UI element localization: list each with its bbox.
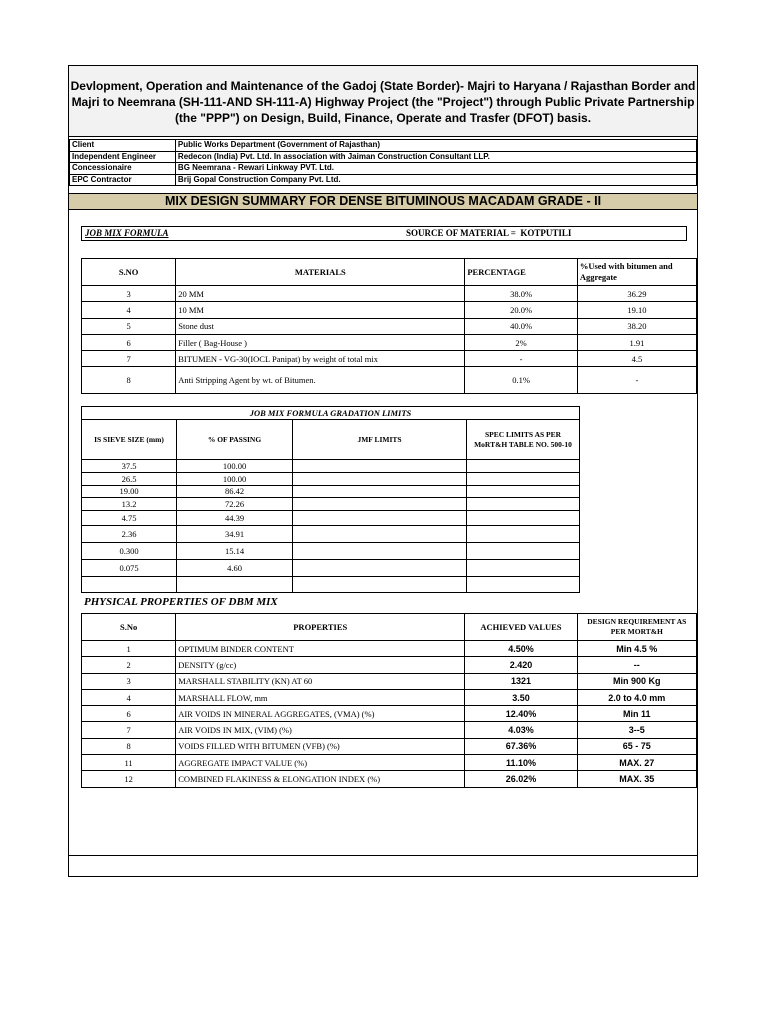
row-jmf (293, 543, 467, 560)
header-line-2: Majri to Neemrana (SH-111-AND SH-111-A) Highway Project (the "Project") through Public Private Partnership (71, 95, 695, 109)
gradation-header-row (82, 420, 580, 460)
info-value: Brij Gopal Construction Company Pvt. Ltd. (175, 174, 696, 186)
materials-header-row (82, 259, 697, 286)
row-achieved: 67.36% (465, 738, 577, 754)
row-sno: 5 (82, 318, 176, 334)
table-row (82, 498, 580, 511)
row-requirement: -- (577, 657, 696, 673)
row-percentage: 38.0% (465, 286, 577, 302)
row-achieved: 2.420 (465, 657, 577, 673)
row-sno: 7 (82, 722, 176, 738)
row-sno: 6 (82, 334, 176, 350)
row-sieve: 13.2 (82, 498, 177, 511)
footer-divider (69, 855, 697, 856)
table-row (82, 771, 697, 787)
row-sno: 8 (82, 367, 176, 394)
row-property: AGGREGATE IMPACT VALUE (%) (176, 755, 465, 771)
source-of-material (406, 227, 571, 240)
info-label: EPC Contractor (70, 174, 176, 186)
info-row (70, 163, 697, 175)
row-material: Anti Stripping Agent by wt. of Bitumen. (176, 367, 465, 394)
row-percentage: 40.0% (465, 318, 577, 334)
project-header (69, 66, 697, 137)
table-row (82, 641, 697, 657)
row-achieved: 4.50% (465, 641, 577, 657)
physical-header-row (82, 614, 697, 641)
row-passing: 44.39 (177, 511, 293, 526)
row-spec (467, 526, 580, 543)
info-value: BG Neemrana - Rewari Linkway PVT. Ltd. (175, 163, 696, 175)
physical-properties-title: PHYSICAL PROPERTIES OF DBM MIX (84, 596, 278, 608)
row-spec (467, 460, 580, 473)
table-row (82, 460, 580, 473)
table-row (82, 560, 580, 577)
table-row (82, 334, 697, 350)
source-label: SOURCE OF MATERIAL = (406, 228, 516, 238)
row-requirement: 2.0 to 4.0 mm (577, 689, 696, 705)
row-passing: 86.42 (177, 485, 293, 498)
project-info-table (69, 139, 697, 186)
row-passing: 72.26 (177, 498, 293, 511)
row-jmf (293, 460, 467, 473)
table-row (82, 511, 580, 526)
gradation-title: JOB MIX FORMULA GRADATION LIMITS (82, 407, 580, 420)
row-sno: 7 (82, 351, 176, 367)
table-row (82, 485, 580, 498)
row-sno: 4 (82, 302, 176, 318)
table-row (82, 738, 697, 754)
row-requirement: MAX. 35 (577, 771, 696, 787)
row-material: 10 MM (176, 302, 465, 318)
row-achieved: 12.40% (465, 706, 577, 722)
row-percentage: 20.0% (465, 302, 577, 318)
table-row (82, 318, 697, 334)
row-spec (467, 543, 580, 560)
row-requirement: 3--5 (577, 722, 696, 738)
row-sno: 11 (82, 755, 176, 771)
row-used: 1.91 (577, 334, 696, 350)
row-passing: 4.60 (177, 560, 293, 577)
row-material: Stone dust (176, 318, 465, 334)
row-used: - (577, 367, 696, 394)
row-sieve: 19.00 (82, 485, 177, 498)
row-achieved: 1321 (465, 673, 577, 689)
row-sieve: 0.075 (82, 560, 177, 577)
table-row (82, 351, 697, 367)
row-property: AIR VOIDS IN MINERAL AGGREGATES, (VMA) (%) (176, 706, 465, 722)
table-row (82, 673, 697, 689)
col-jmf-limits: JMF LIMITS (293, 420, 467, 460)
row-spec (467, 560, 580, 577)
row-spec (467, 511, 580, 526)
col-sno: S.No (82, 614, 176, 641)
row-property: MARSHALL STABILITY (KN) AT 60 (176, 673, 465, 689)
row-requirement: 65 - 75 (577, 738, 696, 754)
row-percentage: 0.1% (465, 367, 577, 394)
row-material: 20 MM (176, 286, 465, 302)
row-sieve: 26.5 (82, 472, 177, 485)
table-row-empty (82, 577, 580, 593)
table-row (82, 689, 697, 705)
row-sno: 1 (82, 641, 176, 657)
row-used: 4.5 (577, 351, 696, 367)
row-sno: 3 (82, 286, 176, 302)
physical-properties-table (81, 613, 697, 788)
row-percentage: - (465, 351, 577, 367)
row-requirement: Min 900 Kg (577, 673, 696, 689)
row-sno: 8 (82, 738, 176, 754)
row-sieve: 0.300 (82, 543, 177, 560)
row-jmf (293, 511, 467, 526)
header-line-3: (the "PPP") on Design, Build, Finance, Operate and Trasfer (DFOT) basis. (174, 111, 592, 125)
info-row (70, 174, 697, 186)
row-sno: 2 (82, 657, 176, 673)
row-percentage: 2% (465, 334, 577, 350)
info-row (70, 140, 697, 152)
table-row (82, 286, 697, 302)
row-requirement: Min 4.5 % (577, 641, 696, 657)
row-jmf (293, 560, 467, 577)
info-value: Redecon (India) Pvt. Ltd. In association with Jaiman Construction Consultant LLP. (175, 151, 696, 163)
info-row (70, 151, 697, 163)
row-requirement: MAX. 27 (577, 755, 696, 771)
table-row (82, 755, 697, 771)
row-used: 36.29 (577, 286, 696, 302)
document-sheet (68, 65, 698, 877)
col-achieved: ACHIEVED VALUES (465, 614, 577, 641)
row-sno: 3 (82, 673, 176, 689)
source-value: KOTPUTILI (520, 228, 572, 238)
table-row (82, 657, 697, 673)
col-used: %Used with bitumen and Aggregate (577, 259, 696, 286)
row-property: VOIDS FILLED WITH BITUMEN (VFB) (%) (176, 738, 465, 754)
row-jmf (293, 485, 467, 498)
row-property: DENSITY (g/cc) (176, 657, 465, 673)
row-used: 19.10 (577, 302, 696, 318)
row-sno: 12 (82, 771, 176, 787)
col-properties: PROPERTIES (176, 614, 465, 641)
row-jmf (293, 472, 467, 485)
row-used: 38.20 (577, 318, 696, 334)
col-spec-limits: SPEC LIMITS AS PER MoRT&H TABLE NO. 500-10 (467, 420, 580, 460)
col-materials: MATERIALS (176, 259, 465, 286)
row-achieved: 3.50 (465, 689, 577, 705)
row-sno: 4 (82, 689, 176, 705)
info-value: Public Works Department (Government of Rajasthan) (175, 140, 696, 152)
row-material: Filler ( Bag-House ) (176, 334, 465, 350)
col-percentage: PERCENTAGE (465, 259, 577, 286)
gradation-limits-table (81, 406, 580, 593)
mix-design-banner: MIX DESIGN SUMMARY FOR DENSE BITUMINOUS MACADAM GRADE - II (69, 193, 697, 210)
row-achieved: 11.10% (465, 755, 577, 771)
table-row (82, 302, 697, 318)
table-row (82, 543, 580, 560)
row-spec (467, 485, 580, 498)
materials-table (81, 258, 697, 394)
col-sieve-size: IS SIEVE SIZE (mm) (82, 420, 177, 460)
row-property: AIR VOIDS IN MIX, (VIM) (%) (176, 722, 465, 738)
table-row (82, 472, 580, 485)
table-row (82, 367, 697, 394)
col-passing: % OF PASSING (177, 420, 293, 460)
row-sieve: 2.36 (82, 526, 177, 543)
info-label: Client (70, 140, 176, 152)
row-sieve: 4.75 (82, 511, 177, 526)
gradation-title-row (82, 407, 580, 420)
table-row (82, 722, 697, 738)
info-label: Concessionaire (70, 163, 176, 175)
col-sno: S.NO (82, 259, 176, 286)
header-line-1: Devlopment, Operation and Maintenance of the Gadoj (State Border)- Majri to Haryana / Rajasthan Border and (70, 79, 696, 93)
row-material: BITUMEN - VG-30(IOCL Panipat) by weight of total mix (176, 351, 465, 367)
job-mix-formula-bar (81, 226, 687, 241)
row-jmf (293, 498, 467, 511)
row-achieved: 4.03% (465, 722, 577, 738)
table-row (82, 706, 697, 722)
row-property: MARSHALL FLOW, mm (176, 689, 465, 705)
row-requirement: Min 11 (577, 706, 696, 722)
row-passing: 34.91 (177, 526, 293, 543)
row-passing: 100.00 (177, 472, 293, 485)
row-achieved: 26.02% (465, 771, 577, 787)
table-row (82, 526, 580, 543)
row-passing: 15.14 (177, 543, 293, 560)
row-spec (467, 498, 580, 511)
info-label: Independent Engineer (70, 151, 176, 163)
row-spec (467, 472, 580, 485)
row-sieve: 37.5 (82, 460, 177, 473)
col-requirement: DESIGN REQUIREMENT AS PER MORT&H (577, 614, 696, 641)
row-passing: 100.00 (177, 460, 293, 473)
row-jmf (293, 526, 467, 543)
row-sno: 6 (82, 706, 176, 722)
job-mix-formula-label: JOB MIX FORMULA (85, 228, 169, 238)
row-property: COMBINED FLAKINESS & ELONGATION INDEX (%) (176, 771, 465, 787)
row-property: OPTIMUM BINDER CONTENT (176, 641, 465, 657)
